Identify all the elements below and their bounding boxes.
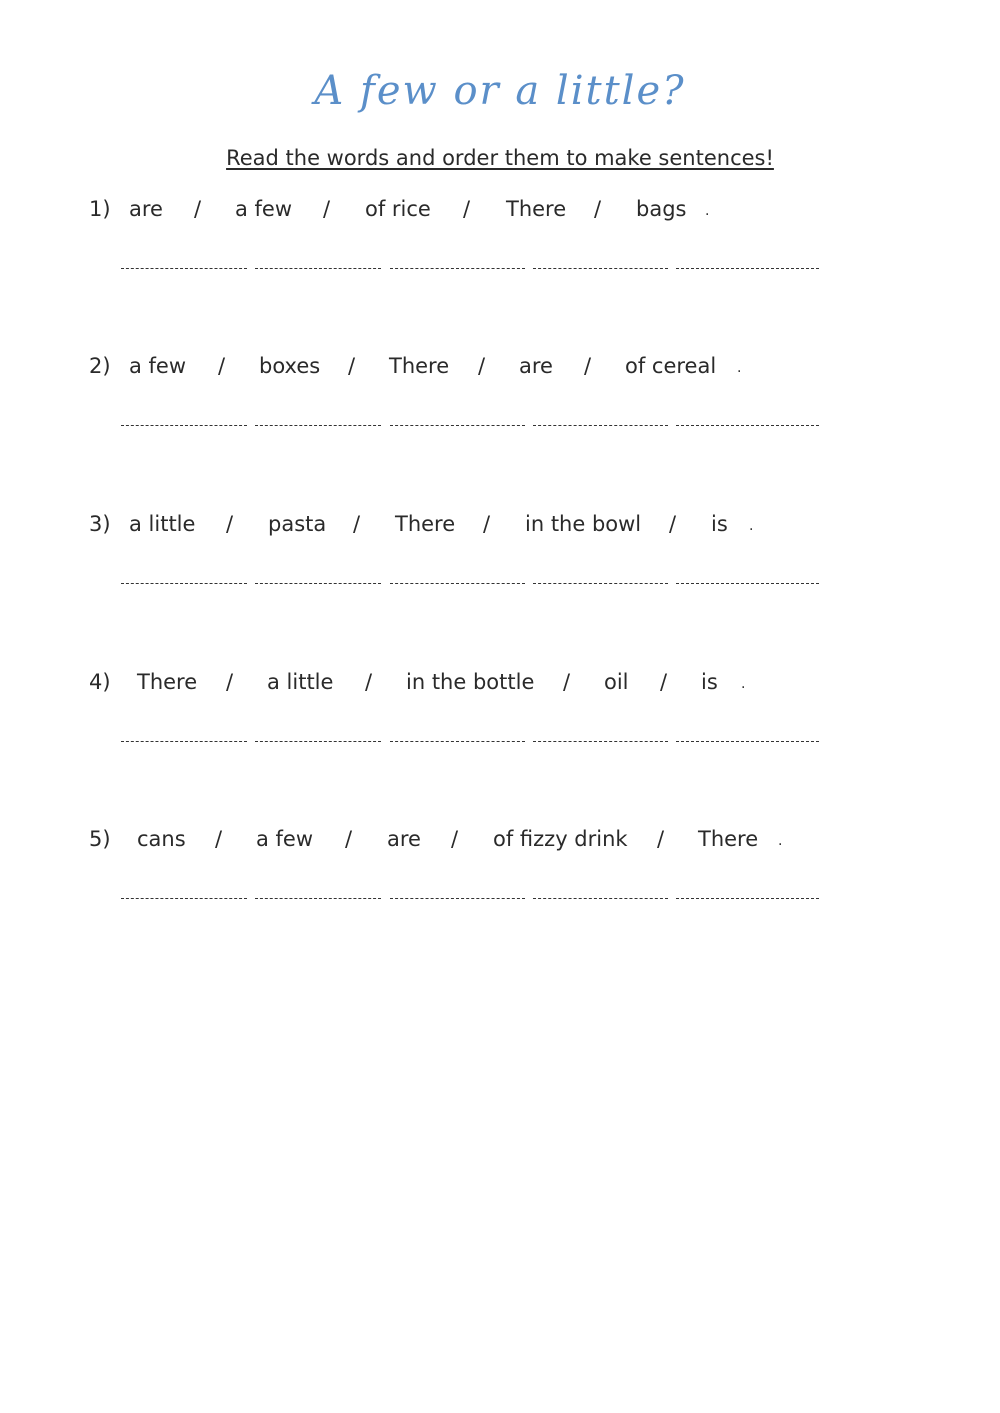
question-number: 2) — [89, 354, 111, 378]
slash-separator: / — [215, 827, 223, 851]
period-mark: . — [778, 833, 783, 849]
worksheet-title: A few or a little? — [314, 68, 686, 114]
word-chip: cans — [137, 827, 186, 851]
word-chip: are — [129, 197, 163, 221]
answer-blank[interactable] — [390, 256, 525, 269]
answer-blank[interactable] — [255, 571, 381, 584]
slash-separator: / — [353, 512, 361, 536]
slash-separator: / — [226, 512, 234, 536]
question-1 — [89, 197, 869, 237]
word-chip: are — [387, 827, 421, 851]
answer-blank[interactable] — [533, 413, 668, 426]
answer-blank[interactable] — [676, 571, 819, 584]
answer-blank[interactable] — [255, 886, 381, 899]
slash-separator: / — [323, 197, 331, 221]
answer-line[interactable] — [121, 729, 821, 749]
question-5 — [89, 827, 869, 867]
answer-line[interactable] — [121, 413, 821, 433]
answer-blank[interactable] — [390, 729, 525, 742]
answer-blank[interactable] — [676, 256, 819, 269]
period-mark: . — [705, 203, 710, 219]
slash-separator: / — [451, 827, 459, 851]
slash-separator: / — [563, 670, 571, 694]
word-chip: a few — [256, 827, 314, 851]
period-mark: . — [737, 360, 742, 376]
answer-blank[interactable] — [533, 256, 668, 269]
answer-blank[interactable] — [676, 886, 819, 899]
question-number: 1) — [89, 197, 111, 221]
answer-blank[interactable] — [533, 886, 668, 899]
word-chip: oil — [604, 670, 629, 694]
question-number: 5) — [89, 827, 111, 851]
answer-blank[interactable] — [255, 256, 381, 269]
word-chip: pasta — [268, 512, 327, 536]
word-chip: is — [711, 512, 728, 536]
slash-separator: / — [226, 670, 234, 694]
slash-separator: / — [365, 670, 373, 694]
word-chip: in the bottle — [406, 670, 535, 694]
word-chip: a little — [129, 512, 196, 536]
word-chip: There — [389, 354, 450, 378]
question-2 — [89, 354, 869, 394]
answer-blank[interactable] — [255, 729, 381, 742]
answer-blank[interactable] — [676, 413, 819, 426]
word-chip: boxes — [259, 354, 321, 378]
word-chip: a few — [235, 197, 293, 221]
answer-blank[interactable] — [676, 729, 819, 742]
answer-blank[interactable] — [390, 571, 525, 584]
word-chip: a few — [129, 354, 187, 378]
word-chip: There — [698, 827, 759, 851]
slash-separator: / — [348, 354, 356, 378]
slash-separator: / — [345, 827, 353, 851]
word-chip: of rice — [365, 197, 431, 221]
answer-blank[interactable] — [533, 729, 668, 742]
slash-separator: / — [584, 354, 592, 378]
answer-line[interactable] — [121, 256, 821, 276]
answer-line[interactable] — [121, 571, 821, 591]
word-chip: a little — [267, 670, 334, 694]
period-mark: . — [741, 676, 746, 692]
answer-blank[interactable] — [390, 886, 525, 899]
period-mark: . — [749, 518, 754, 534]
word-chip: of cereal — [625, 354, 717, 378]
answer-blank[interactable] — [121, 256, 247, 269]
slash-separator: / — [218, 354, 226, 378]
instruction-text: Read the words and order them to make sentences! — [226, 146, 774, 170]
slash-separator: / — [483, 512, 491, 536]
answer-blank[interactable] — [121, 886, 247, 899]
word-chip: bags — [636, 197, 687, 221]
slash-separator: / — [478, 354, 486, 378]
word-chip: in the bowl — [525, 512, 642, 536]
slash-separator: / — [594, 197, 602, 221]
word-chip: is — [701, 670, 718, 694]
answer-blank[interactable] — [121, 571, 247, 584]
question-number: 4) — [89, 670, 111, 694]
slash-separator: / — [194, 197, 202, 221]
word-chip: of fizzy drink — [493, 827, 628, 851]
answer-blank[interactable] — [255, 413, 381, 426]
slash-separator: / — [669, 512, 677, 536]
answer-line[interactable] — [121, 886, 821, 906]
question-number: 3) — [89, 512, 111, 536]
answer-blank[interactable] — [533, 571, 668, 584]
word-chip: are — [519, 354, 553, 378]
answer-blank[interactable] — [121, 413, 247, 426]
slash-separator: / — [463, 197, 471, 221]
slash-separator: / — [660, 670, 668, 694]
question-3 — [89, 512, 869, 552]
word-chip: There — [506, 197, 567, 221]
answer-blank[interactable] — [390, 413, 525, 426]
word-chip: There — [137, 670, 198, 694]
word-chip: There — [395, 512, 456, 536]
slash-separator: / — [657, 827, 665, 851]
question-4 — [89, 670, 869, 710]
answer-blank[interactable] — [121, 729, 247, 742]
